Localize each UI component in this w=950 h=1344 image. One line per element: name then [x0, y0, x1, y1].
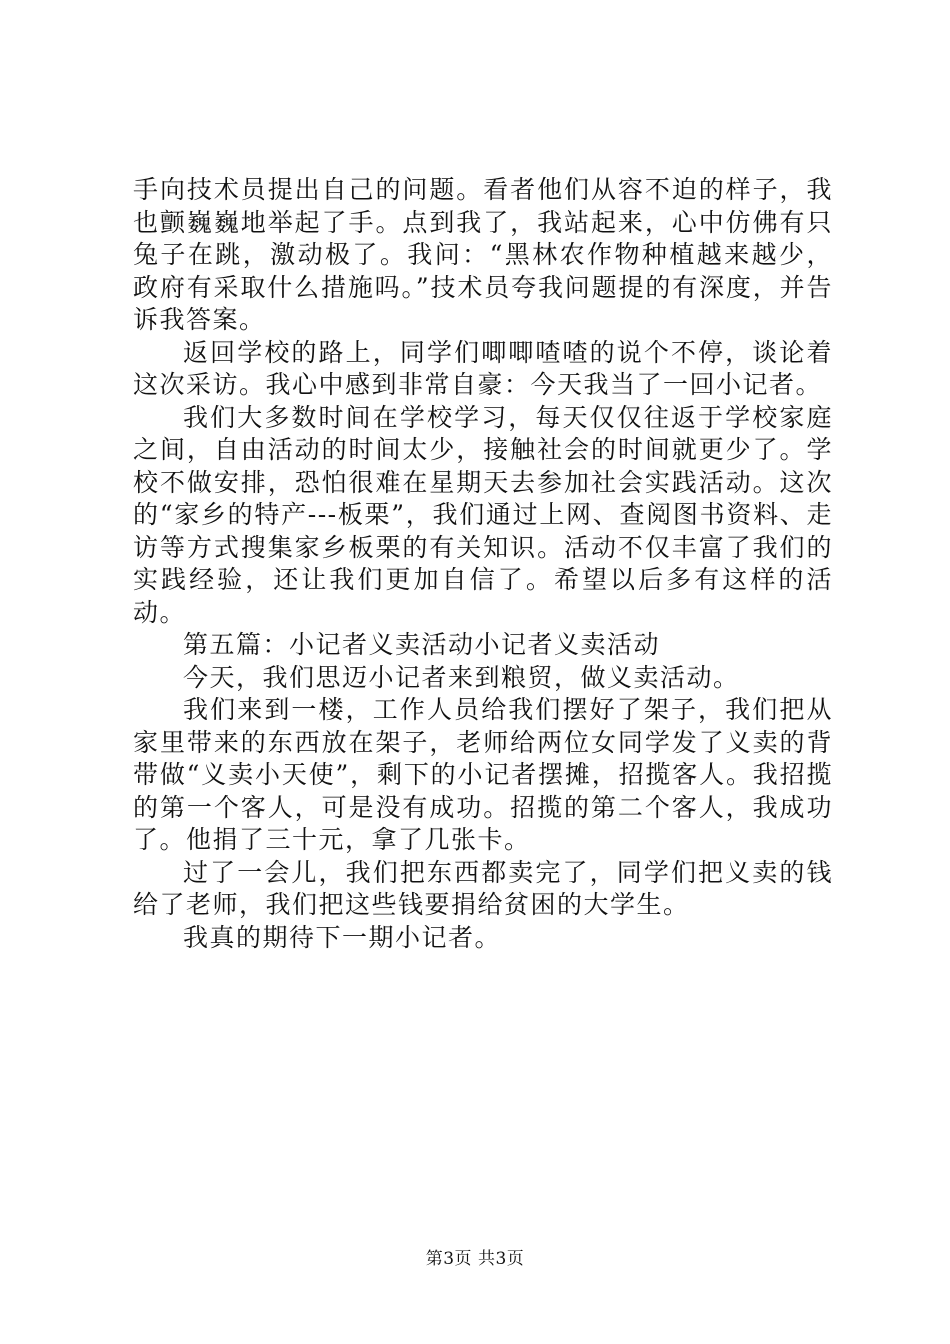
page-number: 第3页 共3页 [425, 1249, 525, 1269]
paragraph: 今天，我们思迈小记者来到粮贸，做义卖活动。 [183, 662, 740, 692]
section-heading: 第五篇：小记者义卖活动小记者义卖活动 [183, 630, 661, 659]
page-footer [0, 1244, 950, 1269]
paragraph: 我们来到一楼，工作人员给我们摆好了架子，我们把从家里带来的东西放在架子，老师给两位女同学发了义卖的背带做“义卖小天使”，剩下的小记者摆摊，招揽客人。我招揽的第一个客人，可是没有成功。招揽的第二个客人，我成功了。他捐了三十元，拿了几张卡。 [133, 695, 833, 854]
paragraph-continuation: 手向技术员提出自己的问题。看者他们从容不迫的样子，我也颤巍巍地举起了手。点到我了，我站起来，心中仿佛有只兔子在跳，激动极了。我问：“黑林农作物种植越来越少，政府有采取什么措施吗。”技术员夸我问题提的有深度，并告诉我答案。 [133, 175, 833, 334]
paragraph: 我真的期待下一期小记者。 [183, 922, 502, 952]
paragraph: 过了一会儿，我们把东西都卖完了，同学们把义卖的钱给了老师，我们把这些钱要捐给贫困的大学生。 [133, 857, 833, 919]
paragraph: 我们大多数时间在学校学习，每天仅仅往返于学校家庭之间，自由活动的时间太少，接触社会的时间就更少了。学校不做安排，恐怕很难在星期天去参加社会实践活动。这次的“家乡的特产---板栗”，我们通过上网、查阅图书资料、走访等方式搜集家乡板栗的有关知识。活动不仅丰富了我们的实践经验，还让我们更加自信了。希望以后多有这样的活动。 [133, 402, 833, 627]
paragraph: 返回学校的路上，同学们唧唧喳喳的说个不停，谈论着这次采访。我心中感到非常自豪：今天我当了一回小记者。 [133, 337, 833, 399]
document-body [133, 174, 833, 954]
